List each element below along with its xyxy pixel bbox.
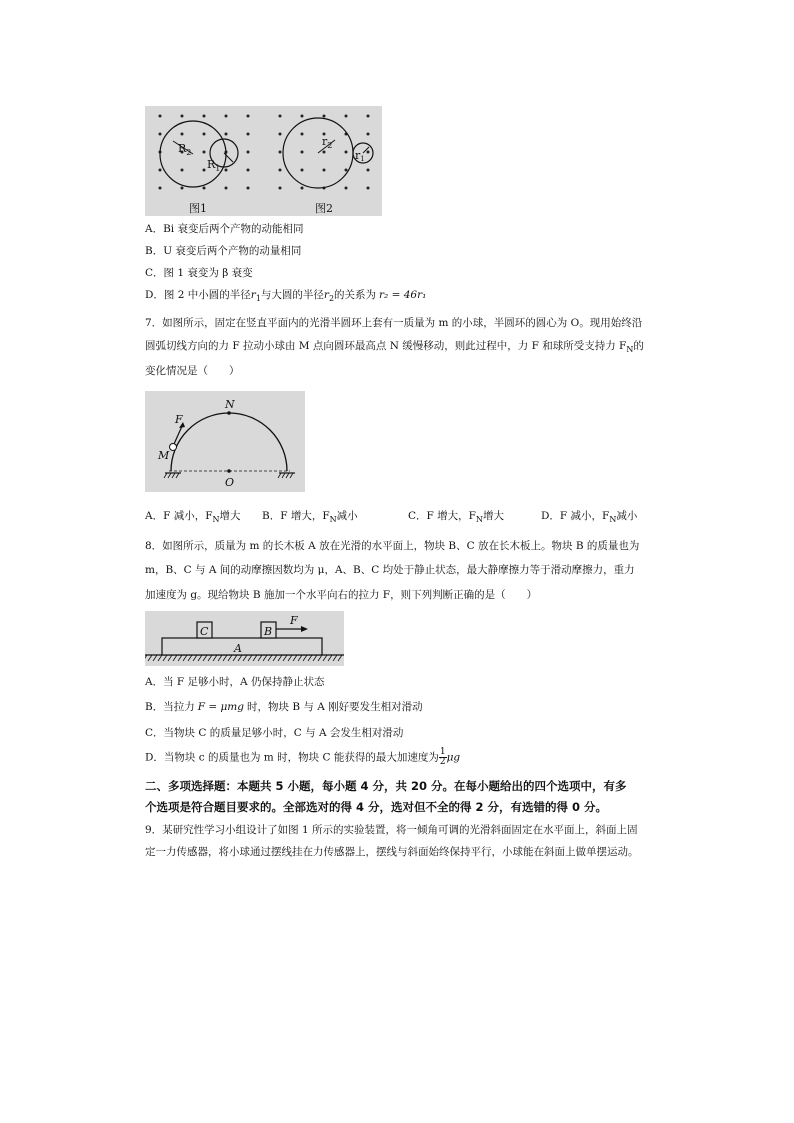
ground-hatch-line [243,655,247,661]
field-dot [367,169,370,172]
field-dot [159,133,162,136]
ground-hatch-line [213,655,217,661]
ground-hatch-line [148,655,152,661]
decay-tracks-svg [145,106,382,216]
fraction-one-half: $\frac{1}{2}$ [439,747,446,767]
q7-stem-line1: 7．如图所示，固定在竖直平面内的光滑半圆环上套有一质量为 m 的小球，半圆环的圆心为 O。现用始终沿 [145,317,643,329]
ground-hatch-line [318,655,322,661]
q6-option-d-equation: r₂ = 46r₁ [379,289,427,301]
field-dot [225,115,228,118]
ground-hatch-line [248,655,252,661]
q8-stem-line1: 8．如图所示，质量为 m 的长木板 A 放在光滑的水平面上，物块 B、C 放在长木板上。物块 B 的质量也为 [145,540,640,552]
q9-stem-line2: 定一力传感器，将小球通过摆线挂在力传感器上，摆线与斜面始终保持平行，小球能在斜面上做单摆运动。 [145,846,639,858]
field-dot [301,115,304,118]
fig2-caption: 图2 [315,202,333,215]
fig1-caption: 图1 [189,202,207,215]
center-O-dot [227,469,231,473]
field-dot [323,151,326,154]
semicircle-arc [171,413,287,471]
ground-hatch-line [188,655,192,661]
ground-hatch-line [153,655,157,661]
q6-option-a: A．Bi 衰变后两个产物的动能相同 [145,223,304,235]
ground-hatch-line [288,655,292,661]
field-dot [367,115,370,118]
field-dot [203,115,206,118]
ground-hatch-line [253,655,257,661]
field-dot [247,151,250,154]
ground-hatch-line [278,655,282,661]
q7-stem-line2: 圆弧切线方向的力 F 拉动小球由 M 点向圆环最高点 N 缓慢移动，则此过程中，力 F 和球所受支持力 $F_N$的 [145,340,644,355]
field-dot [181,133,184,136]
field-dot [181,115,184,118]
ground-hatch-line [173,655,177,661]
ground-hatch-line [238,655,242,661]
q9-stem-line1: 9．某研究性学习小组设计了如图 1 所示的实验装置，将一倾角可调的光滑斜面固定在水平面上，斜面上固 [145,824,638,836]
q8-stem-line3: 加速度为 g。现给物块 B 施加一个水平向右的拉力 F，则下列判断正确的是（ ） [145,589,538,601]
field-dot [367,187,370,190]
field-dot [345,187,348,190]
field-dot [225,187,228,190]
ground-hatch-line [303,655,307,661]
field-dot [203,151,206,154]
field-dot [203,133,206,136]
ground-hatch-line [203,655,207,661]
field-dot [203,187,206,190]
field-dot [225,133,228,136]
ground-hatch-line [208,655,212,661]
ground-hatch-line [198,655,202,661]
label-F: F [175,413,183,426]
field-dot [345,115,348,118]
field-dot [247,187,250,190]
field-dot [279,169,282,172]
q6-option-d: D．图 2 中小圆的半径$r_1$与大圆的半径$r_2$的关系为 r₂ = 46r₁ [145,289,427,304]
ground-hatch-line [333,655,337,661]
fig1-R2-label: $R_2$ [178,142,192,157]
field-dot [367,151,370,154]
ground-hatch-line [268,655,272,661]
field-dot [247,169,250,172]
ground-hatch-line [163,655,167,661]
ground-hatch-line [183,655,187,661]
fig1-R1-label: $R_1$ [207,158,221,173]
field-dot [181,187,184,190]
fig2-r2-label: $r_2$ [322,135,333,150]
field-dot [203,169,206,172]
board-svg [145,611,344,666]
q6-option-b: B．U 衰变后两个产物的动量相同 [145,245,302,257]
field-dot [159,187,162,190]
q7-stem-line3: 变化情况是（ ） [145,365,240,377]
q7-option-a: A．F 减小，$F_N$增大 [145,510,241,525]
ground-hatch-line [308,655,312,661]
label-F: F [290,614,298,627]
label-B: B [264,625,273,638]
field-dot [345,151,348,154]
ground-hatch-line [323,655,327,661]
figure-semicircle-ring [145,391,305,492]
semicircle-svg [145,391,305,492]
q8-option-d: D．当物块 c 的质量也为 m 时，物块 C 能获得的最大加速度为 $\frac{1}{2}$ μg [145,747,461,767]
ground-hatch-line [168,655,172,661]
section2-heading-line1: 二、多项选择题：本题共 5 小题，每小题 4 分，共 20 分。在每小题给出的四个选项中，有多 [145,779,627,793]
q7-option-b: B．F 增大，$F_N$减小 [262,510,358,525]
section2-heading-line2: 个选项是符合题目要求的。全部选对的得 4 分，选对但不全的得 2 分，有选错的得 0 分。 [145,800,608,814]
q6-option-c: C．图 1 衰变为 β 衰变 [145,267,253,279]
field-dot [247,115,250,118]
ground-hatch-line [193,655,197,661]
field-dot [279,115,282,118]
ground-hatch-line [145,655,147,661]
field-dot [159,169,162,172]
ground-hatch-line [218,655,222,661]
ground-hatch-line [283,655,287,661]
ground-hatch-line [258,655,262,661]
ground-hatch-line [298,655,302,661]
ground-hatch-line [313,655,317,661]
label-M: M [158,449,170,462]
board-A [162,638,322,655]
field-dot [301,151,304,154]
ground-hatch-line [293,655,297,661]
field-dot [301,169,304,172]
q8-option-a: A．当 F 足够小时，A 仍保持静止状态 [145,676,325,688]
ground-hatch-line [338,655,342,661]
label-N: N [225,398,235,411]
figure-decay-tracks [145,106,382,216]
field-dot [225,169,228,172]
ground-hatch-line [158,655,162,661]
field-dot [279,151,282,154]
field-dot [301,133,304,136]
field-dot [247,133,250,136]
field-dot [301,187,304,190]
q7-option-d: D．F 减小，$F_N$减小 [541,510,638,525]
ground-hatch-line [228,655,232,661]
ground-hatch-line [273,655,277,661]
q7-option-c: C．F 增大，$F_N$增大 [408,510,504,525]
field-dot [279,187,282,190]
q8-stem-line2: m，B、C 与 A 间的动摩擦因数均为 μ，A、B、C 均处于静止状态，最大静摩擦力等于滑动摩擦力，重力 [145,564,635,576]
ball [170,444,177,451]
q8-option-c: C．当物块 C 的质量足够小时，C 与 A 会发生相对滑动 [145,727,404,739]
field-dot [181,169,184,172]
fig2-r1-label: r1 [355,149,365,163]
ground-hatch-line [328,655,332,661]
q8-option-b: B．当拉力 F = μmg 时，物块 B 与 A 刚好要发生相对滑动 [145,701,423,713]
field-dot [345,169,348,172]
field-dot [159,115,162,118]
top-N-dot [227,411,231,415]
ground-hatch-line [263,655,267,661]
ground-hatch-line [223,655,227,661]
label-C: C [200,625,209,638]
figure-board-blocks [145,611,344,666]
label-O: O [225,476,235,489]
ground-hatch-line [233,655,237,661]
field-dot [323,115,326,118]
label-A: A [234,642,242,655]
field-dot [323,169,326,172]
field-dot [279,133,282,136]
field-dot [367,133,370,136]
ground-hatch-line [178,655,182,661]
